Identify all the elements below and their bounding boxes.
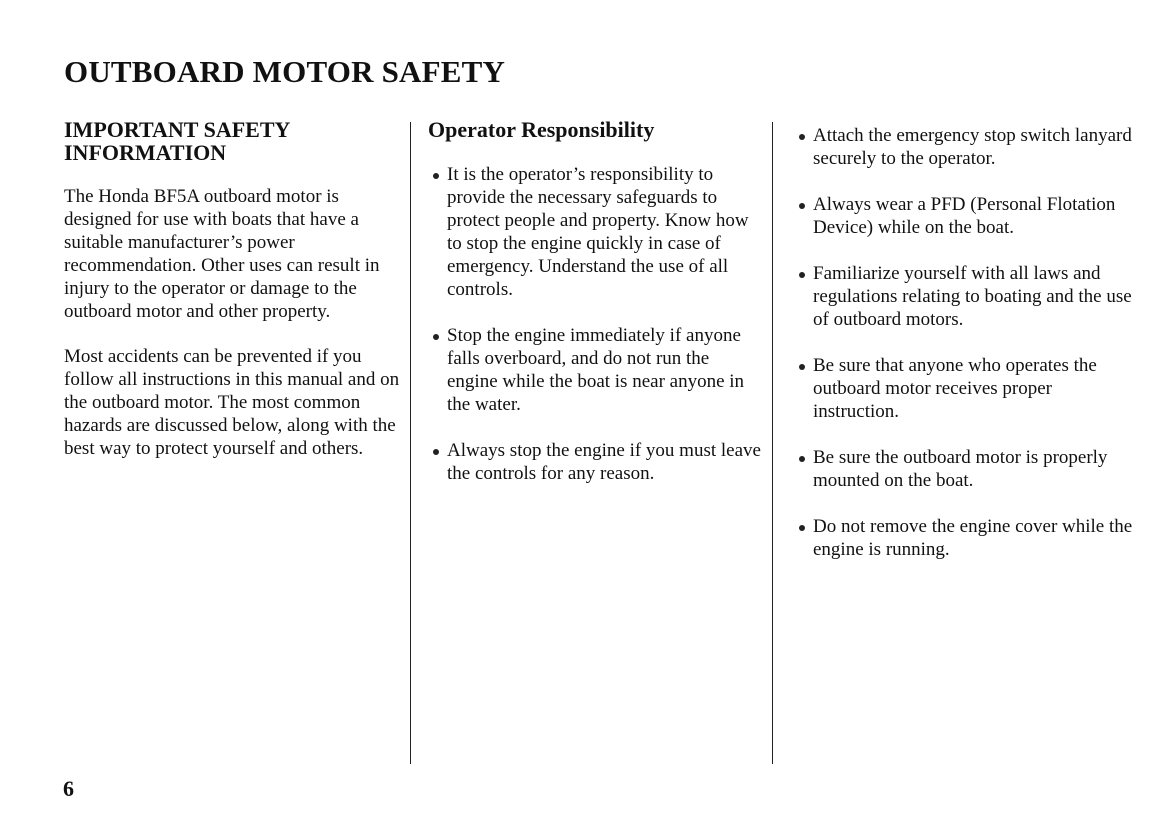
bullet-icon bbox=[799, 364, 805, 370]
bullet-icon bbox=[799, 456, 805, 462]
bullet-icon bbox=[433, 173, 439, 179]
bullet-icon bbox=[433, 334, 439, 340]
bullet-icon bbox=[433, 449, 439, 455]
middle-column bbox=[428, 118, 764, 508]
page-number: 6 bbox=[63, 776, 74, 801]
column-divider-left bbox=[410, 122, 411, 764]
bullet-text: Be sure the outboard motor is properly mounted on the boat. bbox=[813, 447, 1108, 491]
bullet-text: Always wear a PFD (Personal Flotation Device) while on the boat. bbox=[813, 194, 1116, 238]
bullet-text: Familiarize yourself with all laws and regulations relating to boating and the use of outboard motors. bbox=[813, 263, 1132, 330]
important-safety-heading: IMPORTANT SAFETY INFORMATION bbox=[64, 117, 291, 165]
bullet-icon bbox=[799, 134, 805, 140]
list-item bbox=[428, 439, 764, 485]
bullet-text: Be sure that anyone who operates the outboard motor receives proper instruction. bbox=[813, 355, 1097, 422]
list-item bbox=[794, 124, 1134, 170]
accidents-paragraph: Most accidents can be prevented if you follow all instructions in this manual and on the outboard motor. The most common hazards are discussed below, along with the best way to protect yourself and others. bbox=[64, 346, 400, 459]
left-column bbox=[64, 118, 400, 482]
bullet-text: Do not remove the engine cover while the engine is running. bbox=[813, 516, 1133, 560]
bullet-icon bbox=[799, 203, 805, 209]
bullet-text: Stop the engine immediately if anyone falls overboard, and do not run the engine while the boat is near anyone in the water. bbox=[447, 325, 745, 415]
bullet-text: It is the operator’s responsibility to provide the necessary safeguards to protect people and property. Know how to stop the engine quickly in case of emergency. Understand the use of all controls. bbox=[447, 164, 749, 300]
list-item bbox=[428, 324, 764, 416]
page-title: OUTBOARD MOTOR SAFETY bbox=[64, 54, 506, 89]
right-column bbox=[794, 118, 1134, 584]
intro-paragraph: The Honda BF5A outboard motor is designed for use with boats that have a suitable manufacturer’s power recommendation. Other uses can result in injury to the operator or damage to the outboard motor and other property. bbox=[64, 186, 380, 322]
operator-responsibility-list bbox=[428, 163, 764, 485]
list-item bbox=[428, 163, 764, 301]
list-item bbox=[794, 354, 1134, 423]
safety-rules-list bbox=[794, 124, 1134, 561]
bullet-text: Always stop the engine if you must leave the controls for any reason. bbox=[447, 440, 761, 484]
list-item bbox=[794, 262, 1134, 331]
operator-responsibility-heading: Operator Responsibility bbox=[428, 117, 655, 142]
bullet-text: Attach the emergency stop switch lanyard securely to the operator. bbox=[813, 125, 1132, 169]
list-item bbox=[794, 193, 1134, 239]
bullet-icon bbox=[799, 525, 805, 531]
bullet-icon bbox=[799, 272, 805, 278]
column-divider-right bbox=[772, 122, 773, 764]
list-item bbox=[794, 515, 1134, 561]
list-item bbox=[794, 446, 1134, 492]
